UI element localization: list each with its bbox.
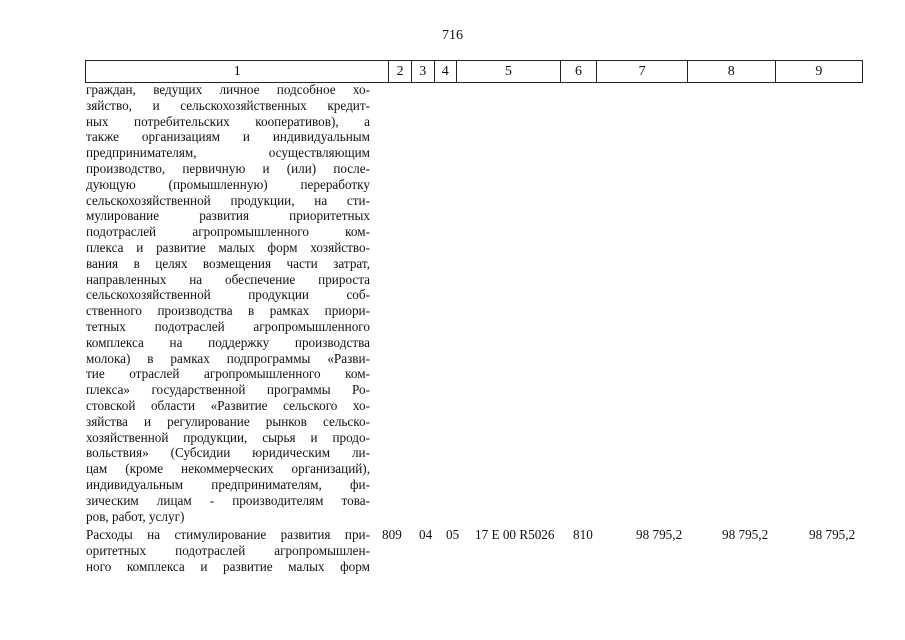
desc-line: молока) в рамках подпрограммы «Разви- (86, 350, 370, 366)
desc-line: предпринимателям, осуществляющим (86, 145, 370, 161)
amount-col-9: 98 795,2 (809, 527, 856, 542)
desc-line: индивидуальным предпринимателям, фи- (86, 476, 370, 492)
desc-line: тие отраслей агропромышленного ком- (86, 366, 370, 382)
header-col-8: 8 (687, 61, 775, 83)
desc-line: плекса» государственной программы Ро- (86, 382, 370, 398)
header-col-9: 9 (775, 61, 862, 83)
desc-line: зическим лицам - производителям това- (86, 492, 370, 508)
desc-line: ров, работ, услуг) (86, 508, 185, 524)
amount-col-8: 98 795,2 (722, 527, 769, 542)
desc-line: ственного производства в рамках приори- (86, 303, 370, 319)
row-expense-description (86, 527, 370, 574)
header-col-4: 4 (434, 61, 457, 83)
desc-line: цам (кроме некоммерческих организаций), (86, 461, 370, 477)
desc-line: сельскохозяйственной продукции, на сти- (86, 192, 370, 208)
desc-line: граждан, ведущих личное подсобное хо- (86, 82, 370, 97)
desc-line: мулирование развития приоритетных (86, 208, 370, 224)
header-col-2: 2 (389, 61, 412, 83)
desc-line: тетных подотраслей агропромышленного (86, 318, 370, 334)
desc-line: стовской области «Развитие сельского хо- (86, 397, 370, 413)
desc-line: зяйства и регулирование рынков сельско- (86, 413, 370, 429)
header-col-3: 3 (411, 61, 434, 83)
desc-line: направленных на обеспечение прироста (86, 271, 370, 287)
desc-line: подотраслей агропромышленного ком- (86, 224, 370, 240)
desc-line: вания в целях возмещения части затрат, (86, 255, 370, 271)
target-article-code: 17 Е 00 R5026 (475, 527, 555, 542)
desc-line: дующую (промышленную) переработку (86, 176, 370, 192)
header-col-5: 5 (457, 61, 561, 83)
header-col-7: 7 (597, 61, 687, 83)
desc-line: комплекса на поддержку производства (86, 334, 370, 350)
desc-line: производство, первичную и (или) после- (86, 160, 370, 176)
ministry-code: 809 (382, 527, 402, 542)
desc-line: вольствия» (Субсидии юридическим ли- (86, 445, 370, 461)
subsection-code: 05 (446, 527, 460, 542)
section-code: 04 (419, 527, 433, 542)
desc-line: ных потребительских кооперативов), а (86, 113, 370, 129)
row-continued-description (86, 82, 370, 524)
amount-col-7: 98 795,2 (636, 527, 683, 542)
desc-line: плекса и развитие малых форм хозяйство- (86, 239, 370, 255)
expense-type-code: 810 (573, 527, 593, 542)
page-number: 716 (442, 28, 463, 43)
header-col-6: 6 (560, 61, 597, 83)
desc-line: зяйство, и сельскохозяйственных кредит- (86, 97, 370, 113)
column-number-header (85, 60, 863, 83)
desc-line: оритетных подотраслей агропромышлен- (86, 542, 370, 558)
desc-line: сельскохозяйственной продукции соб- (86, 287, 370, 303)
desc-line: Расходы на стимулирование развития при- (86, 527, 370, 542)
header-col-1: 1 (86, 61, 389, 83)
desc-line: также организациям и индивидуальным (86, 129, 370, 145)
desc-line: ного комплекса и развитие малых форм (86, 558, 370, 574)
desc-line: хозяйственной продукции, сырья и продо- (86, 429, 370, 445)
